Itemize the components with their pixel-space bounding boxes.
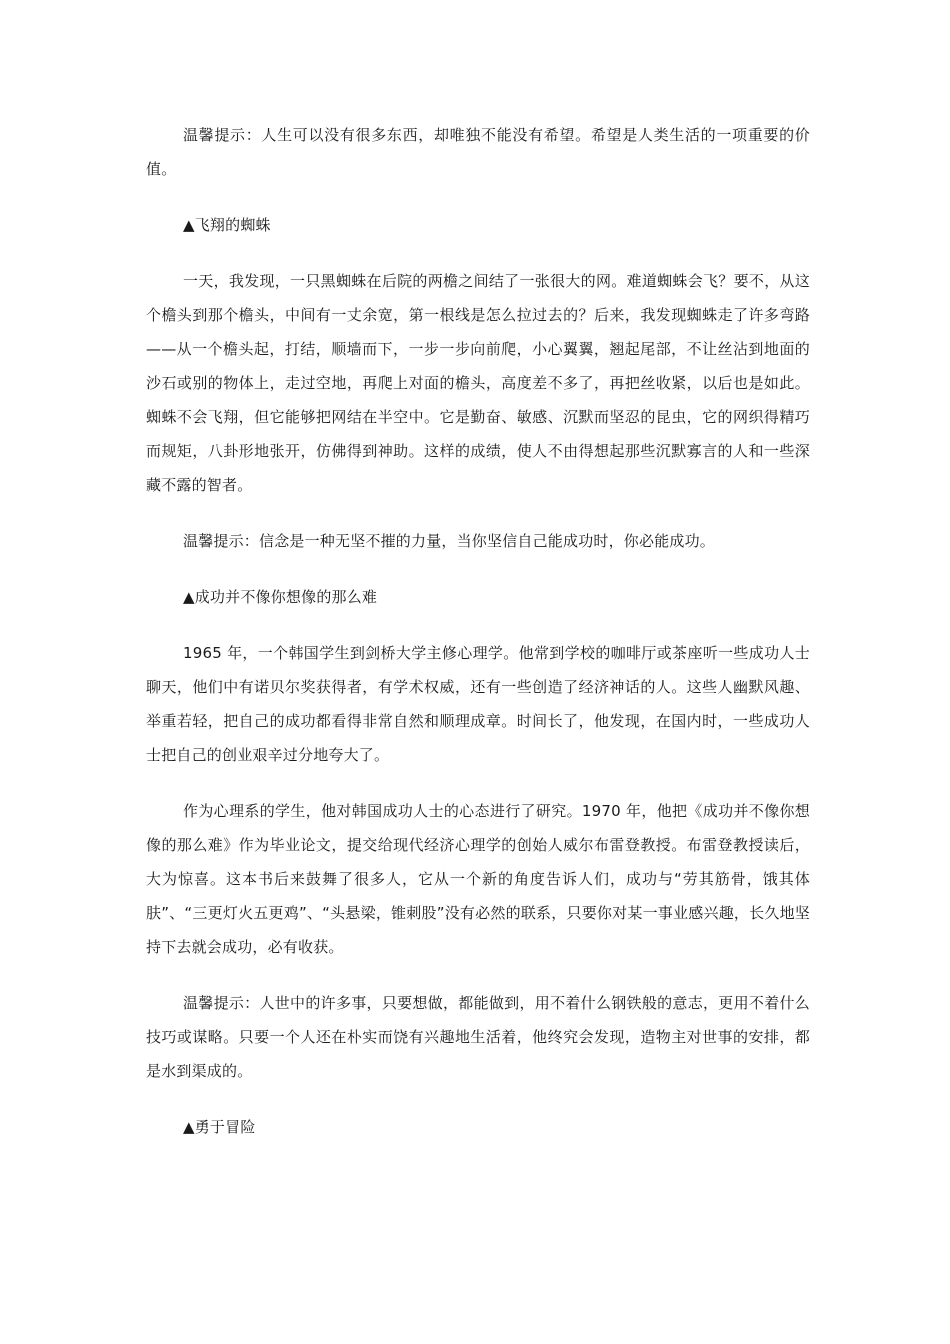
tip-paragraph: 温馨提示：信念是一种无坚不摧的力量，当你坚信自己能成功时，你必能成功。 <box>183 532 716 550</box>
body-paragraph: 一天，我发现，一只黑蜘蛛在后院的两檐之间结了一张很大的网。难道蜘蛛会飞？要不，从这个檐头到那个檐头，中间有一丈余宽，第一根线是怎么拉过去的？后来，我发现蜘蛛走了许多弯路——从一个檐头起，打结，顺墙而下，一步一步向前爬，小心翼翼，翘起尾部，不让丝沾到地面的沙石或别的物体上，走过空地，再爬上对面的檐头，高度差不多了，再把丝收紧，以后也是如此。蜘蛛不会飞翔，但它能够把网结在半空中。它是勤奋、敏感、沉默而坚忍的昆虫，它的网织得精巧而规矩，八卦形地张开，仿佛得到神助。这样的成绩，使人不由得想起那些沉默寡言的人和一些深藏不露的智者。 <box>146 272 810 494</box>
tip-paragraph: 温馨提示：人世中的许多事，只要想做，都能做到，用不着什么钢铁般的意志，更用不着什么技巧或谋略。只要一个人还在朴实而饶有兴趣地生活着，他终究会发现，造物主对世事的安排，都是水到渠成的。 <box>146 994 810 1080</box>
section-heading: ▲勇于冒险 <box>183 1118 256 1136</box>
tip-paragraph: 温馨提示：人生可以没有很多东西，却唯独不能没有希望。希望是人类生活的一项重要的价值。 <box>146 126 810 178</box>
body-paragraph: 1965 年，一个韩国学生到剑桥大学主修心理学。他常到学校的咖啡厅或茶座听一些成功人士聊天，他们中有诺贝尔奖获得者，有学术权威，还有一些创造了经济神话的人。这些人幽默风趣、举重若轻，把自己的成功都看得非常自然和顺理成章。时间长了，他发现，在国内时，一些成功人士把自己的创业艰辛过分地夸大了。 <box>146 644 810 764</box>
section-heading: ▲飞翔的蜘蛛 <box>183 216 271 234</box>
section-heading: ▲成功并不像你想像的那么难 <box>183 588 378 606</box>
document-body <box>146 118 810 1166</box>
body-paragraph: 作为心理系的学生，他对韩国成功人士的心态进行了研究。1970 年，他把《成功并不像你想像的那么难》作为毕业论文，提交给现代经济心理学的创始人威尔布雷登教授。布雷登教授读后，大为惊喜。这本书后来鼓舞了很多人，它从一个新的角度告诉人们，成功与“劳其筋骨，饿其体肤”、“三更灯火五更鸡”、“头悬梁，锥刺股”没有必然的联系，只要你对某一事业感兴趣，长久地坚持下去就会成功，必有收获。 <box>146 802 810 956</box>
